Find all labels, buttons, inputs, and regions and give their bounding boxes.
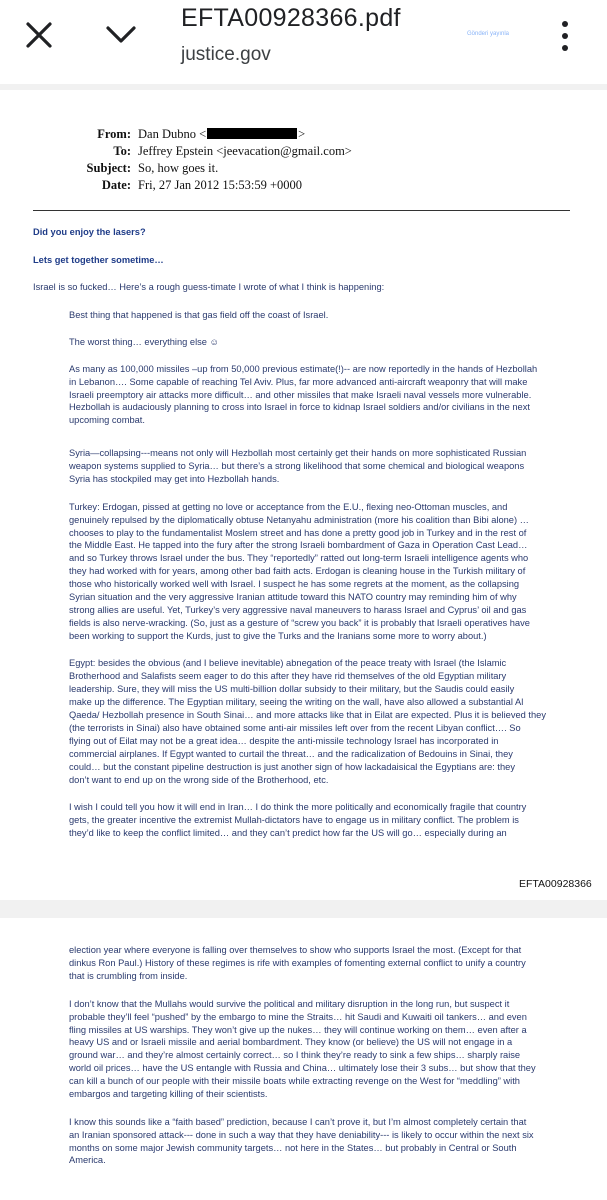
body-line: chooses to play to the fundamentalist Moslem street and has done a pretty good job in Turkey and in the rest of (69, 528, 527, 538)
body-line: Israel is so fucked… Here’s a rough guess-timate I wrote of what I think is happening: (33, 282, 385, 292)
subject-value: So, how goes it. (138, 161, 219, 175)
body-line: I don’t know that the Mullahs would survive the political and military disruption in the long run, but suspect it (69, 999, 510, 1009)
body-line: make up the difference. The Egyptian military, seeing the writing on the wall, have also allowed a substantial Al (69, 697, 524, 707)
body-line: weapon systems supplied to Syria… but there’s a strong likelihood that some chemical and biological weapons (69, 461, 525, 471)
body-line: America. (69, 1155, 106, 1165)
body-line: Lets get together sometime… (33, 255, 164, 265)
body-line: Syria—collapsing---means not only will Hezbollah most certainly get their hands on more sophisticated Russian (69, 448, 527, 458)
header-divider (33, 210, 570, 211)
body-line: Brotherhood and Salafists seem eager to do this after they have rid themselves of the old Egyptian military (69, 671, 507, 681)
from-name: Dan Dubno < (138, 127, 207, 141)
body-line: strong allies are useful. Yet, Turkey’s very aggressive naval maneuvers to harass Israel and Cyprus’ oil and gas (69, 605, 527, 615)
body-line: Syrian situation and the very aggressive Iranian attitude toward this NATO country may reminding him of why (69, 592, 517, 602)
body-line: I know this sounds like a “faith based” prediction, because I can’t prove it, but I’m almost completely certain that (69, 1117, 527, 1127)
viewer-toolbar (0, 0, 607, 84)
from-value (138, 127, 305, 142)
body-line: embargos and targeting killing of their scientists. (69, 1089, 268, 1099)
body-line: an Iranian sponsored attack--- done in such a way that they have deniability--- is likely to occur within the next six (69, 1130, 534, 1140)
body-line: As many as 100,000 missiles –up from 50,000 previous estimate(!)-- are now reportedly in the hands of Hezbollah (69, 364, 538, 374)
redaction-bar (207, 128, 297, 139)
date-value: Fri, 27 Jan 2012 15:53:59 +0000 (138, 178, 302, 192)
body-line: Did you enjoy the lasers? (33, 227, 146, 237)
document-page-2 (0, 918, 607, 1200)
body-line: fling missiles at US warships. They won’t give up the nukes… they will continue working on them… even after a (69, 1025, 527, 1035)
body-line: that is crumbling from inside. (69, 971, 188, 981)
subject-label: Subject: (86, 161, 131, 175)
body-line: commercial airplanes. If Egypt wanted to curtail the threat… and the radicalization of Bedouins in Sinai, they (69, 749, 513, 759)
body-line: ground war… and they’re almost certainly correct… so I think they’re ready to sink a few ships… sharply raise (69, 1050, 521, 1060)
body-line: can kill a bunch of our people with their missile boats while extracting revenge on the West for “meddling” with (69, 1076, 520, 1086)
body-line: Egypt: besides the obvious (and I believe inevitable) abnegation of the peace treaty with Israel (the Islamic (69, 658, 507, 668)
body-line: The worst thing… everything else ☺ (69, 337, 220, 347)
body-line: could… but the constant pipeline destruction is just another sign of how lackadaisical the Egyptians are: they (69, 762, 515, 772)
from-end: > (298, 127, 306, 141)
body-line: Hezbollah is audaciously planning to cross into Israel in force to kidnap Israel soldiers and/or civilians in the next (69, 402, 530, 412)
body-line: flying out of Eilat may not be a great idea… despite the anti-missile technology Israel has incorporated in (69, 736, 499, 746)
body-line: Best thing that happened is that gas field off the coast of Israel. (69, 310, 329, 320)
body-line: in Lebanon…. Some capable of reaching Tel Aviv. Plus, far more advanced anti-aircraft weaponry that will make (69, 377, 528, 387)
body-line: gets, the greater incentive the extremist Mullah-dictators have to engage us in military conflict. The problem is (69, 815, 519, 825)
tiny-label: Gönderi yayınla (467, 31, 510, 37)
body-line: genuinely repulsed by the diplomatically obtuse Netanyahu administration (more his coalition than Bibi alone) … (69, 515, 529, 525)
body-line: upcoming combat. (69, 415, 145, 425)
body-line: months on some major Jewish community targets… not here in the States… but probably in Central or South (69, 1143, 517, 1153)
body-line: don’t want to end up on the wrong side of the Brotherhood, etc. (69, 775, 329, 785)
body-line: fields is also nerve-wracking. (So, just as a gesture of “screw you back” it is probably that Israeli operatives have (69, 618, 530, 628)
body-line: Syria has stockpiled may get into Hezbollah hands. (69, 474, 280, 484)
body-line: I wish I could tell you how it will end in Iran… I do think the more politically and economically fragile that country (69, 802, 527, 812)
close-icon[interactable] (24, 20, 54, 50)
body-line: dinkus Ron Paul.) History of these regimes is rife with examples of fomenting external conflict to unify a country (69, 958, 526, 968)
to-value: Jeffrey Epstein <jeevacation@gmail.com> (138, 144, 352, 158)
body-line: Turkey: Erdogan, pissed at getting no love or acceptance from the E.U., flexing neo-Ottoman muscles, and (69, 502, 508, 512)
from-label: From: (97, 127, 131, 141)
page-id: EFTA00928366 (519, 878, 592, 890)
body-line: the Middle East. He tapped into the fury after the strong Israeli bombardment of Gaza in Operation Cast Lead… (69, 540, 528, 550)
document-page-1 (0, 90, 607, 900)
body-line: Qaeda/ Hezbollah presence in South Sinai… and more attacks like that in Eilat are expected. Plus it is believed they (69, 710, 546, 720)
to-label: To: (113, 144, 131, 158)
body-line: those who historically worked well with Israel. I suspect he has some regrets at the moment, as the collapsing (69, 579, 520, 589)
chevron-down-icon[interactable] (104, 22, 138, 46)
body-line: and so Turkey throws Israel under the bus. They “reportedly” ratted out long-term Israeli intelligence agents who (69, 553, 529, 563)
body-line: they’d like to keep the conflict limited… and they can’t predict how far the US will go… especially during an (69, 828, 507, 838)
body-line: they had worked with for years, among other bad faith acts. Erdogan is cleaning house in the Turkish military of (69, 566, 526, 576)
body-line: world oil prices… have the US entangle with Russia and China… ultimately lose their 3 subs… but show that they (69, 1063, 536, 1073)
source-domain: justice.gov (181, 44, 271, 65)
more-vert-icon[interactable] (556, 18, 574, 54)
body-line: probable they’ll feel “pushed” by the embargo to mine the Straits… hit Saudi and Kuwaiti oil tankers… and even (69, 1012, 527, 1022)
body-line: leadership. Sure, they will miss the US multi-billion dollar subsidy to their military, but the Saudis could easily (69, 684, 515, 694)
date-label: Date: (101, 178, 131, 192)
file-name: EFTA00928366.pdf (181, 4, 401, 32)
body-line: election year where everyone is falling over themselves to show who supports Israel the most. (Except for that (69, 945, 522, 955)
body-line: (the terrorists in Sinai) also have obtained some anti-air missiles left over from the recent Libyan conflict…. So (69, 723, 521, 733)
email-header (61, 127, 561, 197)
body-line: been working to support the Kurds, just to give the Turks and the Iranians some more to worry about.) (69, 631, 487, 641)
body-line: Israeli preemptory air attacks more difficult… and other missiles that make Israeli naval vessels more vulnerable. (69, 390, 532, 400)
body-line: heavy US and or Israeli missile and aerial bombardment. They know (or believe) the US will not engage in a (69, 1037, 513, 1047)
